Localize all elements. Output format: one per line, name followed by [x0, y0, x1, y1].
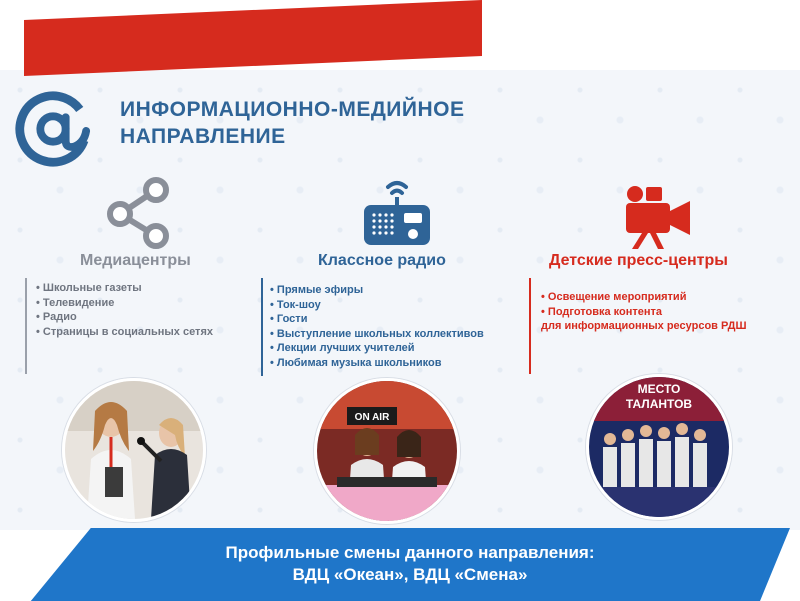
list-item: • Прямые эфиры — [270, 283, 484, 298]
list-item: • Подготовка контента — [541, 305, 747, 320]
class-radio-list — [270, 283, 484, 370]
page-title — [120, 96, 465, 150]
on-air-sign: ON AIR — [354, 412, 390, 423]
list-item: • Освещение мероприятий — [541, 290, 747, 305]
stage-sign-line-1: МЕСТО — [637, 382, 681, 396]
share-icon — [100, 176, 176, 250]
list-item: • Ток-шоу — [270, 298, 484, 313]
group-stage-photo-image — [589, 377, 729, 517]
top-red-banner — [24, 0, 482, 76]
photo-radio-studio — [314, 378, 460, 524]
title-line-1: ИНФОРМАЦИОННО-МЕДИЙНОЕ — [120, 98, 465, 121]
radio-icon — [360, 175, 434, 247]
title-line-2: НАПРАВЛЕНИЕ — [120, 125, 286, 148]
stage-sign-line-2: ТАЛАНТОВ — [625, 397, 693, 411]
list-item: • Любимая музыка школьников — [270, 356, 484, 371]
list-item: • Страницы в социальных сетях — [36, 325, 213, 340]
bottom-caption — [30, 542, 790, 586]
list-item: • Школьные газеты — [36, 281, 213, 296]
bottom-caption-line-2: ВДЦ «Океан», ВДЦ «Смена» — [292, 565, 528, 584]
interview-photo-image — [65, 381, 203, 519]
divider-red — [529, 278, 531, 374]
press-centers-list — [541, 290, 747, 334]
list-item: • Выступление школьных коллективов — [270, 327, 484, 342]
bottom-caption-line-1: Профильные смены данного направления: — [225, 543, 595, 562]
divider-blue — [261, 278, 263, 376]
at-sign-icon — [14, 90, 92, 168]
divider-gray — [25, 278, 27, 374]
list-item: • Лекции лучших учителей — [270, 341, 484, 356]
mediacenters-list — [36, 281, 213, 339]
list-item-continuation: для информационных ресурсов РДШ — [541, 320, 747, 332]
video-camera-icon — [620, 183, 694, 249]
list-item: • Гости — [270, 312, 484, 327]
radio-studio-photo-image — [317, 381, 457, 521]
photo-interview — [62, 378, 206, 522]
column-title-class-radio: Классное радио — [318, 252, 446, 269]
column-title-press-centers: Детские пресс-центры — [549, 252, 728, 269]
list-item: • Радио — [36, 310, 213, 325]
column-title-mediacenters: Медиацентры — [80, 252, 191, 269]
list-item: • Телевидение — [36, 296, 213, 311]
photo-group-stage — [586, 374, 732, 520]
